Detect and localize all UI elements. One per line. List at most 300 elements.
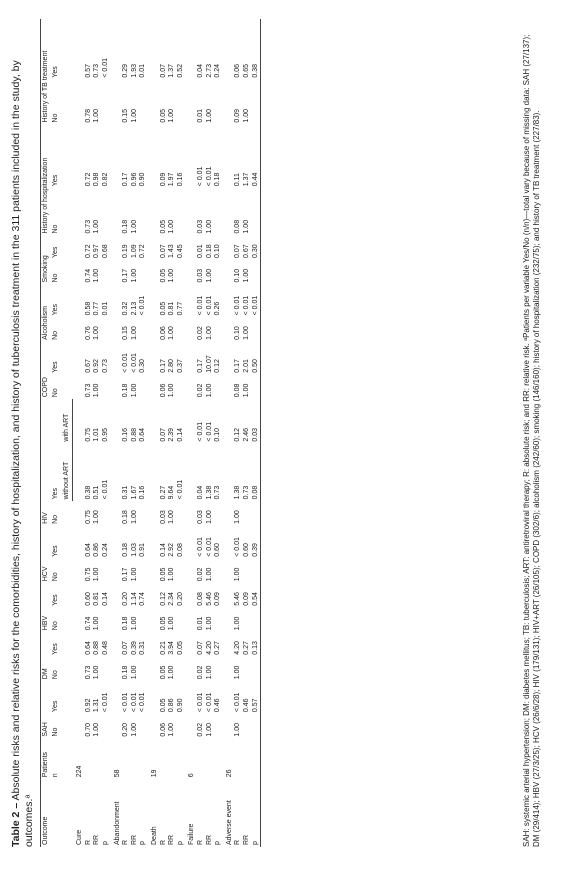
table-cell: 0.12 [214, 359, 222, 373]
table-cell: 0.18 [122, 665, 130, 680]
table-cell [214, 260, 223, 284]
table-cell: 1.00 [234, 616, 242, 631]
table-cell: 0.01 [196, 616, 204, 631]
table-cell [139, 188, 148, 235]
table-cell [252, 317, 261, 341]
table-cell: 0.72 [84, 172, 92, 187]
table-cell: 0.08 [234, 219, 242, 234]
table-cell [185, 125, 197, 189]
table-cell [185, 583, 197, 607]
table-cell: 0.18 [214, 172, 222, 187]
table-cell: 0.74 [84, 268, 92, 283]
table-cell [73, 657, 85, 681]
table-cell: 0.15 [122, 108, 130, 123]
table-cell [102, 375, 111, 399]
table-cell [223, 19, 235, 80]
table-cell [177, 375, 186, 399]
table-cell [73, 342, 85, 375]
table-cell [73, 285, 85, 318]
table-cell: 0.90 [176, 698, 184, 713]
table-cell: 1.00 [130, 108, 138, 123]
table-cell: 0.17 [196, 359, 204, 373]
table-cell: 1.00 [93, 665, 101, 680]
table-cell: 1.38 [234, 485, 242, 500]
row-n [102, 739, 111, 780]
table-cell [252, 80, 261, 125]
table-cell: 0.74 [84, 616, 92, 631]
table-cell [111, 399, 123, 443]
table-cell [148, 632, 160, 656]
table-cell: 1.00 [130, 219, 138, 234]
table-cell: 1.00 [130, 722, 138, 737]
table-cell [139, 317, 148, 341]
table-cell: 1.00 [93, 722, 101, 737]
table-cell [252, 559, 261, 583]
table-cell: 0.39 [252, 526, 261, 559]
table-cell: 0.90 [139, 172, 147, 187]
table-cell: 1.00 [93, 268, 101, 283]
table-cell: 0.81 [168, 301, 176, 316]
table-cell: 0.75 [84, 567, 92, 582]
table-cell [185, 608, 197, 632]
table-cell: < 0.01 [130, 353, 138, 373]
table-cell: < 0.01 [176, 479, 184, 500]
table-cell [252, 714, 261, 738]
table-cell [102, 501, 111, 525]
table-cell: 0.72 [84, 244, 92, 259]
table-cell: 1.14 [130, 592, 138, 606]
table-cell [73, 399, 85, 443]
table-cell: 0.02 [196, 326, 204, 340]
table-cell: 0.44 [252, 125, 261, 189]
table-cell: 0.65 [242, 63, 250, 78]
table-cell: 1.93 [130, 63, 138, 78]
table-cell [73, 188, 85, 235]
row-label: R [122, 839, 130, 845]
table-cell: 1.01 [93, 427, 101, 442]
table-cell [223, 342, 235, 375]
table-cell: 0.46 [214, 698, 222, 713]
caption-label: Table 2 – [10, 802, 22, 847]
row-n [122, 739, 131, 780]
table-cell: 0.27 [242, 641, 250, 655]
table-cell: 0.26 [214, 301, 222, 316]
table-cell [177, 714, 186, 738]
table-row [148, 19, 160, 847]
table-cell [243, 608, 252, 632]
table-cell: 0.86 [168, 698, 176, 713]
table-cell [177, 657, 186, 681]
table-cell [223, 260, 235, 284]
table-cell: 0.10 [214, 244, 222, 259]
col-group-smoking: Smoking [41, 236, 52, 285]
table-cell [111, 583, 123, 607]
table-cell: 0.03 [196, 219, 204, 234]
table-cell [214, 501, 223, 525]
table-cell: 1.09 [130, 244, 138, 259]
table-cell [111, 714, 123, 738]
table-cell: 1.00 [93, 510, 101, 524]
table-cell: 0.73 [84, 665, 92, 680]
table-cell [185, 260, 197, 284]
table-cell [148, 714, 160, 738]
table-cell: 0.64 [139, 427, 147, 442]
table-cell [252, 260, 261, 284]
table-cell [185, 342, 197, 375]
table-cell: 0.96 [130, 172, 138, 187]
table-cell: 4.20 [205, 641, 213, 655]
table-row [185, 19, 197, 847]
table-row [131, 19, 140, 847]
table-cell: 0.39 [130, 641, 138, 655]
table-cell: 0.17 [122, 268, 130, 283]
table-cell: 1.00 [242, 268, 250, 283]
table-cell [73, 714, 85, 738]
table-cell [111, 375, 123, 399]
col-no: No [52, 330, 60, 340]
table-cell: 2.73 [205, 63, 213, 78]
table-cell: 0.51 [93, 485, 101, 500]
table-cell: 0.17 [234, 359, 242, 373]
col-yes: Yes [52, 174, 60, 187]
table-cell [102, 317, 111, 341]
table-cell [111, 188, 123, 235]
row-label: Failure [188, 823, 196, 845]
table-cell [73, 526, 85, 559]
table-cell: < 0.01 [102, 692, 109, 713]
caption-text: Absolute risks and relative risks for the comorbidities, history of hospitalization, and history of tuberculosis treatment in the 311 patients included in the study, by outcomes.ᵃ [10, 60, 35, 847]
table-cell: 0.07 [159, 244, 167, 259]
col-outcome: Outcome [41, 779, 73, 847]
col-group-sah: SAH [41, 681, 52, 738]
table-cell: 1.00 [130, 665, 138, 680]
row-label: Cure [75, 829, 83, 845]
table-row [85, 19, 94, 847]
table-cell [139, 559, 148, 583]
table-cell: 1.37 [242, 172, 250, 187]
table-cell: 0.75 [84, 510, 92, 524]
table-cell: 0.46 [242, 698, 250, 713]
table-cell [214, 714, 223, 738]
table-cell: 0.07 [122, 641, 130, 655]
table-cell: 0.17 [122, 172, 130, 187]
table-cell: 0.17 [159, 359, 167, 373]
table-cell [148, 526, 160, 559]
table-cell [111, 444, 123, 502]
table-cell: 0.18 [122, 543, 130, 557]
table-cell: 0.02 [196, 722, 204, 737]
col-group-alcoholism: Alcoholism [41, 285, 52, 342]
row-label: Death [150, 826, 158, 845]
table-cell [139, 375, 148, 399]
row-label: p [176, 841, 184, 845]
table-cell [139, 80, 148, 125]
row-label: RR [242, 834, 250, 845]
table-cell: 0.05 [159, 665, 167, 680]
table-cell: 0.38 [252, 19, 261, 80]
table-cell: 0.01 [196, 108, 204, 123]
table-cell: < 0.01 [205, 295, 213, 316]
row-label: p [102, 841, 109, 845]
table-cell: 1.00 [130, 616, 138, 631]
table-cell: < 0.01 [122, 692, 130, 713]
table-cell [111, 80, 123, 125]
table-cell: 0.09 [242, 592, 250, 606]
table-cell: 1.31 [93, 698, 101, 713]
table-cell [111, 632, 123, 656]
table-cell [214, 188, 223, 235]
table-cell: 0.04 [196, 63, 204, 78]
table-cell [148, 375, 160, 399]
table-cell: 1.00 [242, 219, 250, 234]
table-cell [177, 608, 186, 632]
table-cell: 0.50 [252, 342, 261, 375]
table-cell [148, 681, 160, 714]
table-cell: 0.05 [176, 641, 184, 655]
table-row [160, 19, 169, 847]
row-label: RR [168, 834, 176, 845]
row-label: R [234, 839, 242, 845]
col-no: No [52, 224, 60, 234]
table-row [206, 19, 215, 847]
table-cell [148, 342, 160, 375]
table-cell: 1.03 [130, 543, 138, 557]
table-cell: 0.91 [139, 543, 147, 557]
row-n [206, 739, 215, 780]
row-n [214, 739, 223, 780]
table-cell [148, 188, 160, 235]
table-cell: 1.00 [205, 665, 213, 680]
table-cell: 0.73 [102, 359, 109, 373]
table-cell: 2.34 [168, 592, 176, 606]
table-row [214, 19, 223, 847]
table-cell: 1.00 [234, 722, 242, 737]
table-cell: < 0.01 [252, 285, 261, 318]
table-cell [111, 657, 123, 681]
table-cell: 0.05 [159, 219, 167, 234]
table-cell [252, 375, 261, 399]
table-row [168, 19, 177, 847]
col-yes: Yes [52, 303, 60, 316]
col-with-art: with ART [62, 399, 73, 443]
table-cell: 0.18 [122, 616, 130, 631]
table-cell [223, 501, 235, 525]
table-cell [102, 714, 111, 738]
table-cell [111, 608, 123, 632]
table-cell: 0.06 [159, 326, 167, 340]
table-cell: < 0.01 [234, 295, 242, 316]
table-cell: 0.52 [176, 63, 184, 78]
table-cell [73, 444, 85, 502]
col-no: No [52, 621, 60, 631]
table-cell [102, 188, 111, 235]
table-row [223, 19, 235, 847]
table-cell: 1.00 [205, 510, 213, 524]
table-cell [185, 317, 197, 341]
table-cell [148, 19, 160, 80]
table-cell: 1.00 [242, 326, 250, 340]
table-cell [148, 608, 160, 632]
row-n: 26 [225, 769, 233, 778]
table-cell [252, 657, 261, 681]
table-cell: 1.00 [205, 268, 213, 283]
table-cell [148, 657, 160, 681]
table-cell: 0.58 [84, 301, 92, 316]
row-n [93, 739, 102, 780]
table-cell [223, 236, 235, 260]
table-cell: 1.00 [205, 219, 213, 234]
table-cell [243, 714, 252, 738]
row-label: RR [205, 834, 213, 845]
table-cell: 0.06 [159, 722, 167, 737]
table-cell: 1.00 [205, 108, 213, 123]
table-cell [214, 657, 223, 681]
table-cell: 0.12 [234, 427, 242, 442]
col-yes: Yes [52, 545, 60, 557]
table-cell [185, 657, 197, 681]
row-n [139, 739, 148, 780]
table-cell [111, 285, 123, 318]
table-cell: 0.18 [122, 219, 130, 234]
table-cell: 0.24 [214, 63, 222, 78]
table-cell: 2.13 [130, 301, 138, 316]
table-cell: 0.05 [159, 567, 167, 582]
table-cell [139, 501, 148, 525]
table-cell: 0.31 [122, 485, 130, 500]
table-cell [252, 188, 261, 235]
table-cell [148, 501, 160, 525]
table-cell: 0.29 [122, 63, 130, 78]
table-cell: 0.64 [84, 641, 92, 655]
table-cell: 0.32 [122, 301, 130, 316]
table-cell [139, 608, 148, 632]
table-cell: 0.27 [214, 641, 222, 655]
table-cell: < 0.01 [205, 537, 213, 557]
table-cell: 0.82 [102, 172, 109, 187]
col-no: No [52, 113, 60, 123]
table-cell [73, 236, 85, 260]
table-cell: 0.12 [159, 592, 167, 606]
table-cell: 0.92 [93, 359, 101, 373]
table-cell: 1.00 [242, 383, 250, 398]
table-cell: < 0.01 [234, 692, 242, 713]
table-cell [223, 632, 235, 656]
table-cell: 0.30 [139, 359, 147, 373]
table-cell [223, 657, 235, 681]
table-cell [185, 444, 197, 502]
table-cell: 1.00 [242, 108, 250, 123]
row-n [168, 739, 177, 780]
table-cell [73, 559, 85, 583]
col-yes: Yes [52, 66, 60, 78]
table-cell: 0.06 [159, 383, 167, 398]
table-cell: < 0.01 [205, 166, 213, 187]
row-n [177, 739, 186, 780]
table-cell [223, 285, 235, 318]
table-cell [223, 375, 235, 399]
table-cell: 2.39 [168, 427, 176, 442]
table-cell [185, 526, 197, 559]
table-cell: 1.00 [168, 722, 176, 737]
table-row [234, 19, 243, 847]
table-cell: < 0.01 [130, 692, 138, 713]
col-yes: Yes [52, 487, 60, 500]
table-cell: 1.00 [130, 326, 138, 340]
table-cell [111, 236, 123, 260]
table-cell [243, 501, 252, 525]
table-cell [185, 375, 197, 399]
table-cell: 0.19 [122, 244, 130, 259]
table-cell: 5.46 [234, 592, 242, 606]
table-cell: 0.31 [139, 641, 147, 655]
table-cell: 0.05 [159, 268, 167, 283]
table-cell: 1.00 [130, 268, 138, 283]
table-cell [73, 501, 85, 525]
table-cell [111, 125, 123, 189]
table-cell: 0.09 [234, 108, 242, 123]
table-cell [102, 559, 111, 583]
row-label: R [159, 839, 167, 845]
table-cell: 1.00 [93, 326, 101, 340]
table-cell [139, 260, 148, 284]
table-cell: 1.00 [93, 219, 101, 234]
table-cell: 0.20 [122, 722, 130, 737]
table-cell: 0.10 [234, 326, 242, 340]
table-cell: 1.00 [168, 567, 176, 582]
table-cell [185, 681, 197, 714]
table-cell: 0.57 [252, 681, 261, 714]
table-cell: 2.46 [242, 427, 250, 442]
table-cell [102, 657, 111, 681]
col-no: No [52, 388, 60, 398]
col-yes: Yes [52, 361, 60, 373]
table-cell: 0.60 [242, 543, 250, 557]
table-cell: 0.77 [93, 301, 101, 316]
table-cell: 0.70 [84, 722, 92, 737]
row-n [197, 739, 206, 780]
row-label: p [139, 841, 147, 845]
row-label: p [214, 841, 222, 845]
table-cell: 0.10 [214, 427, 222, 442]
table-cell: 0.14 [176, 427, 184, 442]
table-cell: < 0.01 [196, 295, 204, 316]
table-cell: 0.74 [139, 592, 147, 606]
table-cell: 0.17 [122, 567, 130, 582]
table-cell: 0.14 [102, 592, 109, 606]
table-cell: 1.00 [234, 665, 242, 680]
table-cell [73, 19, 85, 80]
table-cell [243, 657, 252, 681]
table-cell [102, 260, 111, 284]
table-cell: 0.24 [102, 543, 109, 557]
table-cell [102, 608, 111, 632]
table-cell: 1.00 [93, 108, 101, 123]
table-cell [223, 681, 235, 714]
table-cell: 0.04 [196, 485, 204, 500]
table-cell: < 0.01 [242, 295, 250, 316]
table-cell [223, 526, 235, 559]
table-cell [223, 317, 235, 341]
table-cell [185, 80, 197, 125]
table-cell [148, 125, 160, 189]
table-cell: 0.73 [84, 219, 92, 234]
table-cell: 1.00 [234, 567, 242, 582]
table-cell: 3.94 [168, 641, 176, 655]
table-cell: 0.86 [93, 543, 101, 557]
row-label: R [196, 839, 204, 845]
table-cell: 0.77 [176, 301, 184, 316]
col-n: n [52, 773, 60, 778]
